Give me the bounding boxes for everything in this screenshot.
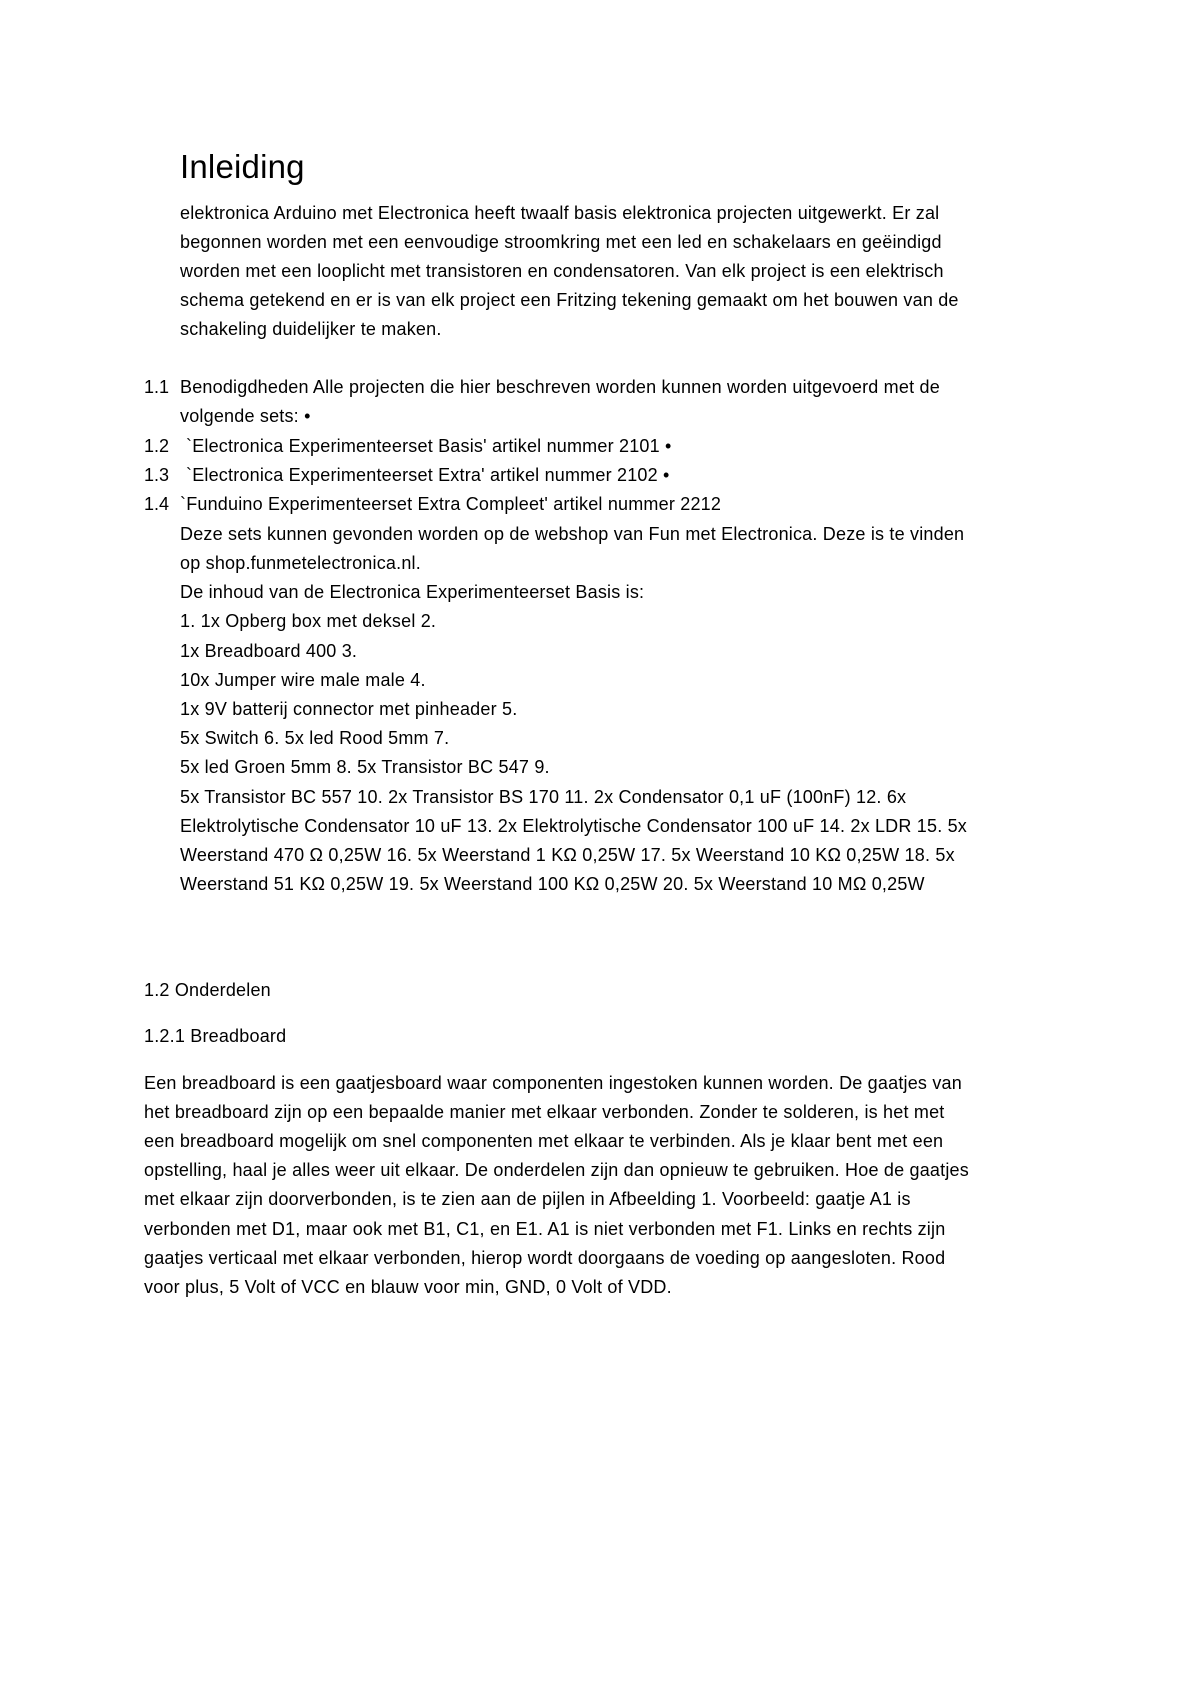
list-number: 1.3 <box>144 465 170 485</box>
list-text: volgende sets: • <box>180 406 311 426</box>
page-title: Inleiding <box>180 148 305 185</box>
sets-line: Elektrolytische Condensator 10 uF 13. 2x Elektrolytische Condensator 100 uF 14. 2x LDR 15. 5x <box>180 816 968 836</box>
list-text: `Funduino Experimenteerset Extra Compleet' artikel nummer 2212 <box>180 494 722 514</box>
breadboard-line: verbonden met D1, maar ook met B1, C1, en E1. A1 is niet verbonden met F1. Links en rechts zijn <box>144 1219 946 1239</box>
intro-line: elektronica Arduino met Electronica heeft twaalf basis elektronica projecten uitgewerkt. Er zal <box>180 203 940 223</box>
sets-line: 1. 1x Opberg box met deksel 2. <box>180 611 437 631</box>
sets-line: 10x Jumper wire male male 4. <box>180 670 426 690</box>
list-text: `Electronica Experimenteerset Extra' artikel nummer 2102 • <box>186 465 670 485</box>
sets-line: 1x 9V batterij connector met pinheader 5. <box>180 699 518 719</box>
section-heading-onderdelen: 1.2 Onderdelen <box>144 980 271 1000</box>
intro-line: begonnen worden met een eenvoudige stroomkring met een led en schakelaars en geëindigd <box>180 232 942 252</box>
sets-line: 5x led Groen 5mm 8. 5x Transistor BC 547 9. <box>180 757 550 777</box>
breadboard-line: opstelling, haal je alles weer uit elkaar. De onderdelen zijn dan opnieuw te gebruiken. Hoe de gaatjes <box>144 1160 969 1180</box>
sets-line: 5x Transistor BC 557 10. 2x Transistor BS 170 11. 2x Condensator 0,1 uF (100nF) 12. 6x <box>180 787 907 807</box>
sets-line: De inhoud van de Electronica Experimenteerset Basis is: <box>180 582 645 602</box>
sets-line: op shop.funmetelectronica.nl. <box>180 553 421 573</box>
intro-line: worden met een looplicht met transistoren en condensatoren. Van elk project is een elektrisch <box>180 261 944 281</box>
breadboard-line: een breadboard mogelijk om snel componenten met elkaar te verbinden. Als je klaar bent met een <box>144 1131 944 1151</box>
section-heading-breadboard: 1.2.1 Breadboard <box>144 1026 287 1046</box>
list-number: 1.2 <box>144 436 170 456</box>
breadboard-line: gaatjes verticaal met elkaar verbonden, hierop wordt doorgaans de voeding op aangesloten. Rood <box>144 1248 946 1268</box>
sets-line: 5x Switch 6. 5x led Rood 5mm 7. <box>180 728 450 748</box>
breadboard-line: Een breadboard is een gaatjesboard waar componenten ingestoken kunnen worden. De gaatjes van <box>144 1073 962 1093</box>
breadboard-line: met elkaar zijn doorverbonden, is te zien aan de pijlen in Afbeelding 1. Voorbeeld: gaatje A1 is <box>144 1189 911 1209</box>
sets-line: Weerstand 470 Ω 0,25W 16. 5x Weerstand 1 KΩ 0,25W 17. 5x Weerstand 10 KΩ 0,25W 18. 5x <box>180 845 955 865</box>
sets-line: Deze sets kunnen gevonden worden op de webshop van Fun met Electronica. Deze is te vinden <box>180 524 965 544</box>
breadboard-line: voor plus, 5 Volt of VCC en blauw voor min, GND, 0 Volt of VDD. <box>144 1277 672 1297</box>
sets-line: 1x Breadboard 400 3. <box>180 641 358 661</box>
list-text: Benodigdheden Alle projecten die hier beschreven worden kunnen worden uitgevoerd met de <box>180 377 940 397</box>
breadboard-line: het breadboard zijn op een bepaalde manier met elkaar verbonden. Zonder te solderen, is het met <box>144 1102 945 1122</box>
list-number: 1.1 <box>144 377 170 397</box>
list-text: `Electronica Experimenteerset Basis' artikel nummer 2101 • <box>186 436 672 456</box>
intro-line: schema getekend en er is van elk project een Fritzing tekening gemaakt om het bouwen van de <box>180 290 959 310</box>
sets-line: Weerstand 51 KΩ 0,25W 19. 5x Weerstand 100 KΩ 0,25W 20. 5x Weerstand 10 MΩ 0,25W <box>180 874 925 894</box>
list-number: 1.4 <box>144 494 170 514</box>
intro-line: schakeling duidelijker te maken. <box>180 319 442 339</box>
